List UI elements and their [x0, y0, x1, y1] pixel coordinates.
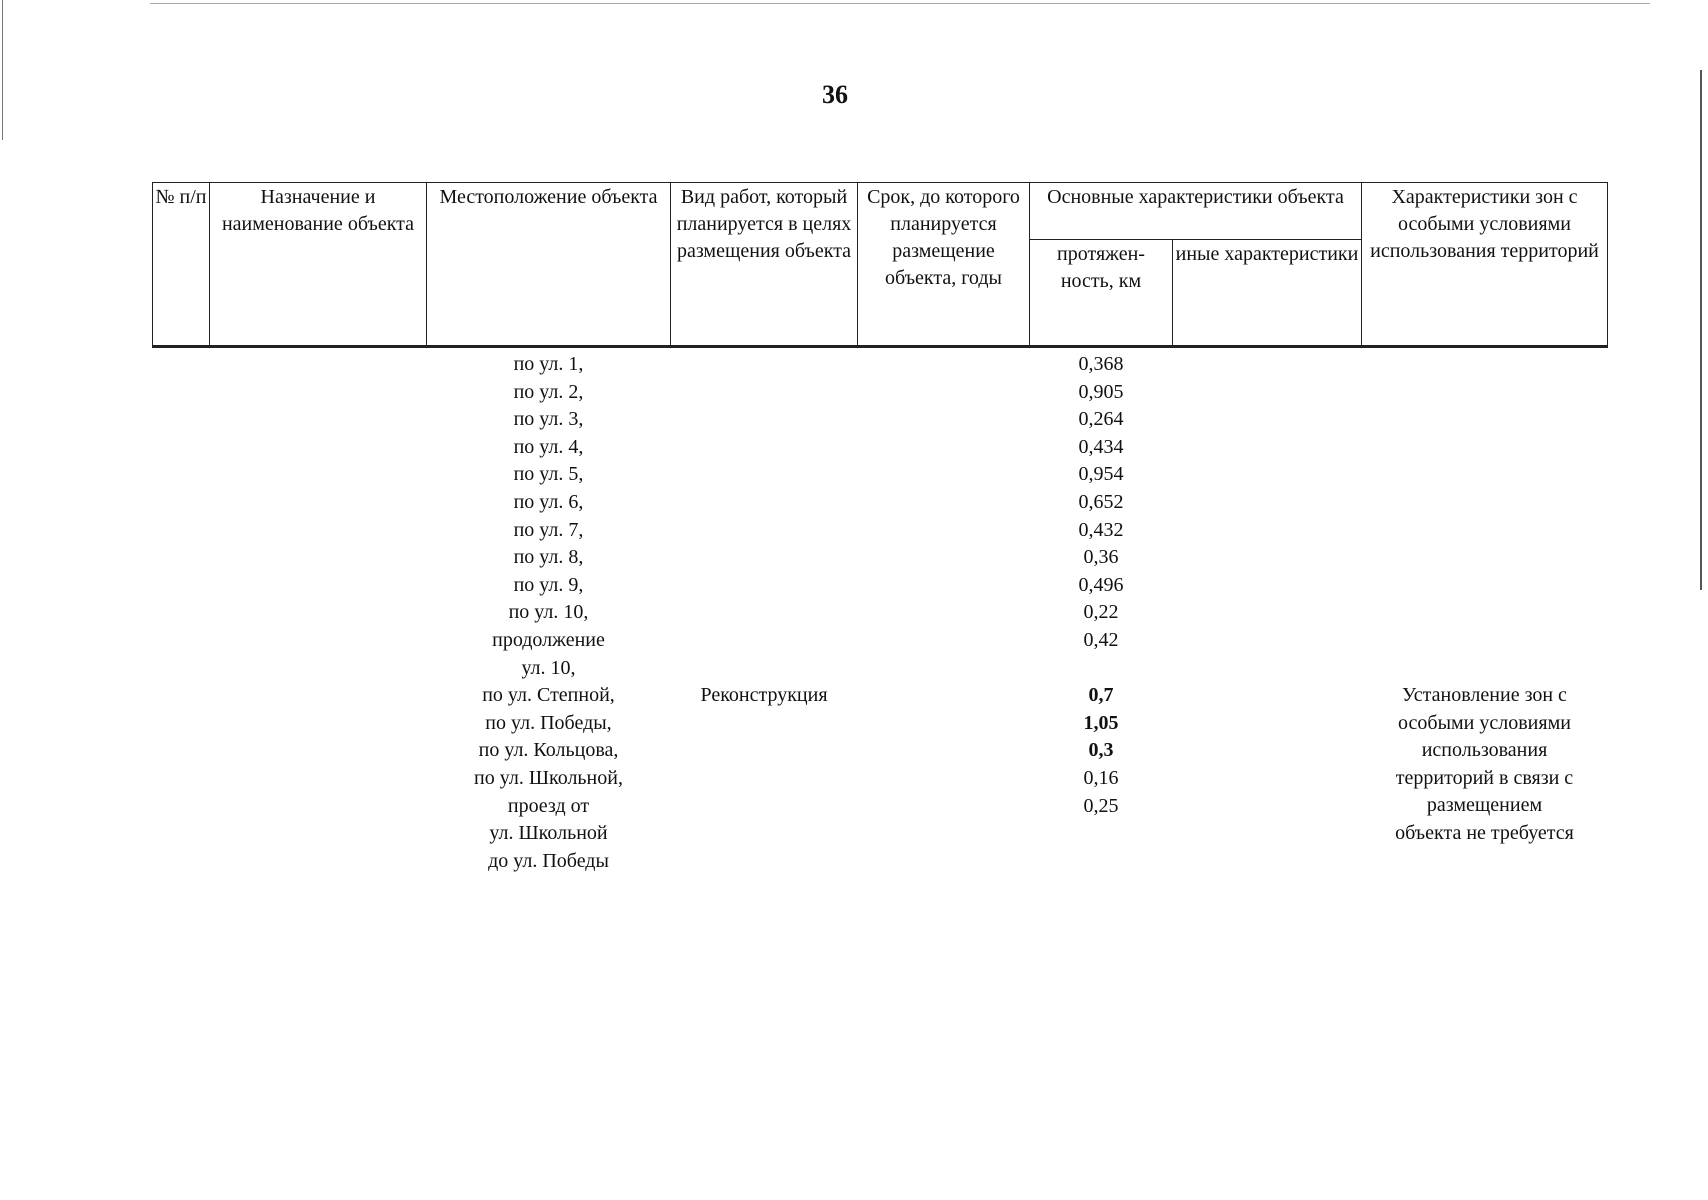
location-item: по ул. 8, — [513, 546, 584, 569]
scan-border-right — [1700, 70, 1702, 590]
location-item: ул. Школьной — [489, 822, 608, 845]
length-value: 0,42 — [1083, 628, 1119, 651]
location-item: по ул. 7, — [513, 518, 584, 541]
location-item: по ул. 1, — [513, 353, 584, 375]
location-item: по ул. Кольцова, — [478, 739, 619, 762]
location-item: по ул. 10, — [508, 601, 589, 624]
zones-note — [1362, 682, 1608, 848]
cell-num — [153, 347, 210, 876]
header-main-characteristics: Основные характеристики объекта — [1030, 183, 1362, 240]
scan-border-top — [150, 3, 1650, 4]
location-item: ул. 10, — [521, 656, 576, 679]
cell-locations — [427, 347, 671, 876]
cell-other — [1173, 347, 1362, 876]
location-item: по ул. Школьной, — [474, 766, 623, 789]
zones-note-line: Установление зон с — [1402, 684, 1567, 706]
table-row — [153, 347, 1608, 876]
length-value: 0,954 — [1078, 463, 1124, 486]
page-number: 36 — [822, 80, 848, 109]
length-value: 0,22 — [1083, 601, 1119, 624]
length-value: 0,7 — [1088, 684, 1114, 707]
zones-note-line: территорий в связи с — [1395, 766, 1574, 789]
location-item: по ул. 3, — [513, 408, 584, 431]
location-item: до ул. Победы — [488, 849, 609, 872]
cell-purpose — [210, 347, 427, 876]
location-item: проезд от — [507, 794, 590, 817]
planning-table — [152, 182, 1608, 875]
length-value: 0,264 — [1078, 408, 1124, 431]
header-purpose: Назначение и наименование объекта — [210, 183, 427, 347]
cell-zones — [1362, 347, 1608, 876]
cell-lengths — [1030, 347, 1173, 876]
length-value: 0,496 — [1078, 573, 1124, 596]
length-value: 0,25 — [1083, 794, 1119, 817]
length-value: 0,36 — [1083, 546, 1119, 569]
cell-work-type — [671, 347, 858, 876]
scan-border-left — [2, 0, 3, 140]
work-type-value: Реконструкция — [700, 684, 828, 706]
length-value: 0,432 — [1078, 518, 1124, 541]
header-location: Местоположение объекта — [427, 183, 671, 347]
location-item: по ул. 5, — [513, 463, 584, 486]
length-value: 0,652 — [1078, 490, 1124, 513]
cell-term — [858, 347, 1030, 876]
location-item: продолжение — [492, 628, 605, 651]
length-value: 0,368 — [1078, 353, 1124, 375]
location-item: по ул. 4, — [513, 435, 584, 458]
location-item: по ул. 6, — [513, 490, 584, 513]
header-work-type: Вид работ, который планируется в целях размещения объекта — [671, 183, 858, 347]
header-term: Срок, до которого планируется размещение объекта, годы — [858, 183, 1030, 347]
location-item: по ул. 2, — [513, 380, 584, 403]
location-item: по ул. Степной, — [482, 684, 615, 707]
length-value — [1030, 655, 1173, 683]
length-value: 0,16 — [1083, 766, 1119, 789]
header-other: иные характеристики — [1173, 240, 1362, 347]
header-length: протяжен-ность, км — [1030, 240, 1173, 347]
header-zones: Характеристики зон с особыми условиями использования территорий — [1362, 183, 1608, 347]
length-value: 1,05 — [1083, 711, 1119, 734]
location-item: по ул. Победы, — [485, 711, 612, 734]
zones-note-line: объекта не требуется — [1395, 821, 1574, 844]
length-value: 0,905 — [1078, 380, 1124, 403]
header-num: № п/п — [153, 183, 210, 347]
length-value: 0,3 — [1088, 739, 1114, 762]
zones-note-line: особыми условиями — [1398, 711, 1571, 734]
zones-note-line: использования — [1421, 739, 1548, 762]
location-item: по ул. 9, — [513, 573, 584, 596]
zones-note-line: размещением — [1426, 794, 1543, 817]
length-value: 0,434 — [1078, 435, 1124, 458]
